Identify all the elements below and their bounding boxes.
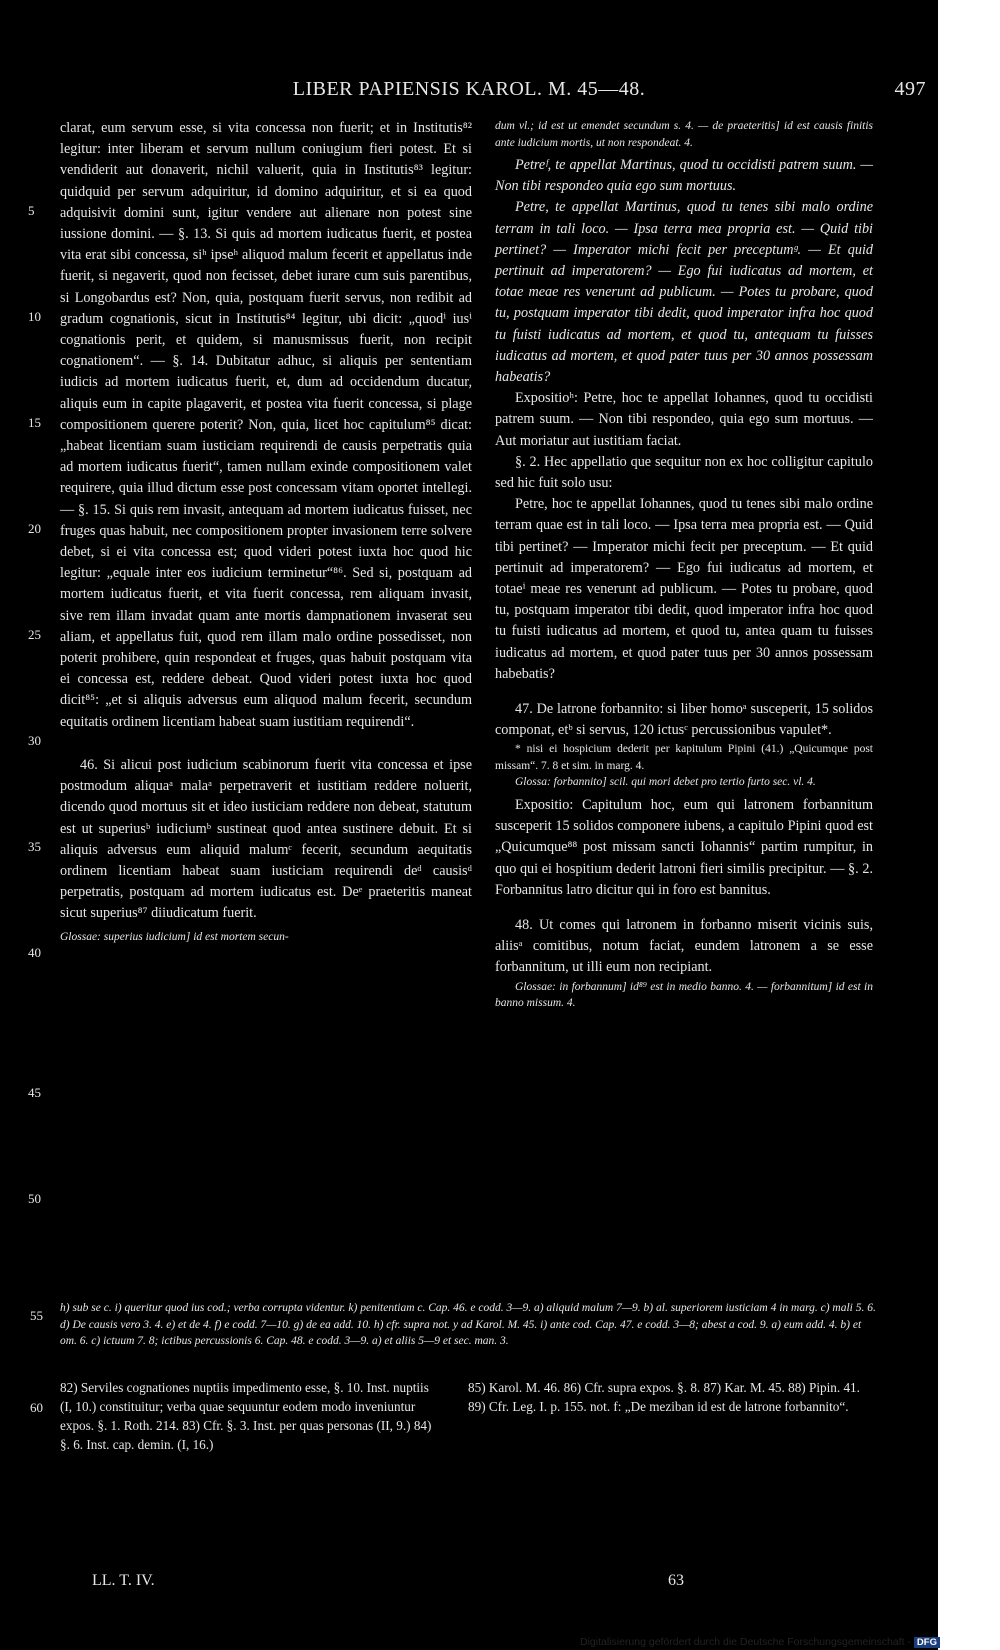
glossae-chapter-48: Glossae: in forbannum] id⁸⁹ est in medio banno. 4. — forbannitum] id est in banno missum. 4. (495, 980, 873, 1010)
page-number: 497 (894, 78, 926, 100)
line-number: 55 (30, 1308, 43, 1323)
footnotes-left: 82) Serviles cognationes nuptiis impedimento esse, §. 10. Inst. nuptiis (I, 10.) constituitur; verba quae sequuntur eodem modo inveniuntur expos. §. 1. Roth. 214. 83) Cfr. §. 3. Inst. per quas personas (II, 9.) 84) §. 6. Inst. cap. demin. (I, 16.) (60, 1380, 432, 1452)
line-number: 45 (28, 1085, 41, 1100)
line-number: 10 (28, 309, 41, 324)
paragraph-chapter-47: 47. De latrone forbannito: si liber homoᵃ susceperit, 15 solidos componat, etᵇ si servus, 120 ictusᶜ percussionibus vapulet*. (495, 701, 873, 739)
footnotes-right: 85) Karol. M. 46. 86) Cfr. supra expos. §. 8. 87) Kar. M. 45. 88) Pipin. 41. 89) Cfr. Leg. I. p. 155. not. f: „De meziban id est de latrone forbannito“. (468, 1380, 860, 1414)
paragraph-chapter-46: 46. Si alicui post iudicium scabinorum fuerit vita concessa et ipse postmodum aliquaᵃ malaᵃ perpetraverit et iustitiam reddere noluerit, dicendo quod mortuus sit et ideo iusticiam reddere non debeat, statutum est ut superiusᵇ iudiciumᵇ sustineat quod antea sustinere debuit. Et si aliquis adversus eum aliquid malumᶜ fecerit, secundum aequitatis ordinem licentiam habeat suam iusticiam requirendi deᵈ causisᵈ perpetratis, postquam ad mortem iudicatus est. Deᵉ praeteritis maneat sicut superius⁸⁷ diiudicatum fuerit. (60, 756, 472, 922)
glossa-chapter-47: Glossa: forbannito] scil. qui mori debet pro tertio furto sec. vl. 4. (515, 776, 816, 789)
funding-text: Digitalisierung gefördert durch die Deutsche Forschungsgemeinschaft - (580, 1636, 911, 1648)
glossae-continued: dum vl.; id est ut emendet secundum s. 4. — de praeteritis] id est causis finitis ante iudicium mortis, ut non respondeat. 4. (495, 120, 873, 149)
critical-notes-text: h) sub se c. i) queritur quod ius cod.; verba corrupta videntur. k) penitentiam c. Cap. 46. e codd. 3—9. a) aliquid malum 7—9. b) al. superiorem iusticiam 4 in marg. c) mali 5. 6. d) De causis vero 3. 4. e) et de 4. f) e codd. 7—10. g) de ea add. 10. h) cfr. supra not. y ad Karol. M. 45. i) ante cod. Cap. 47. e codd. 3—8; abest a cod. 9. a) eum add. 4. b) et om. 6. c) ictuum 7. 8; ictibus percussionis 6. Cap. 48. e codd. 3—9. a) et aliis 5—9 et sec. man. 3. (60, 1302, 876, 1347)
series-signature: LL. T. IV. (92, 1572, 155, 1589)
expositio-chapter-47: Expositio: Capitulum hoc, eum qui latronem forbannitum susceperit 15 solidos componere iubens, a capitulo Pipini quod est „Quicumque⁸⁸ post missam sancti Iohannis“ partim rumpitur, in quo qui ei hospitium dederit latroni fieri similis precipitur. — §. 2. Forbannitus latro dicitur qui in foro est bannitus. (495, 796, 873, 898)
funding-credit (580, 1636, 998, 1650)
sheet-signature: 63 (668, 1572, 684, 1589)
formula-appellatio-2: Petre, te appellat Martinus, quod tu tenes sibi malo ordine terram in tali loco. — Ipsa terra mea propria est. — Quid tibi pertinet? — Imperator michi fecit per preceptumᵍ. — Et quid pertinuit ad imperatorem? — Ego fui iudicatus ad mortem, et totae meae res venerunt ad publicum. — Potes tu probare, quod tu, postquam imperator tibi dedit, quod imperator infra hoc quod tu fuisti iudicatus ad mortem, et quod tu, antequam tu fuisses iudicatus ad mortem, et quod pater tuus per 30 annos possessam habeatis? (495, 199, 873, 386)
right-column (495, 118, 873, 1012)
paragraph-section-2: §. 2. Hec appellatio que sequitur non ex hoc colligitur capitulo sed hic fuit solo usu: (495, 453, 873, 492)
line-number: 20 (28, 521, 41, 536)
line-number: 40 (28, 945, 41, 960)
glossae-chapter-46: Glossae: superius iudicium] id est mortem secun- (60, 930, 289, 943)
marginal-note-chapter-47: * nisi ei hospicium dederit per kapitulum Pipini (41.) „Quicumque post missam“. 7. 8 et sim. in marg. 4. (495, 743, 873, 772)
critical-apparatus (30, 1300, 880, 1350)
line-number: 50 (28, 1191, 41, 1206)
dfg-logo: DFG (914, 1637, 940, 1648)
left-column (60, 118, 472, 945)
expositio-chapter-46: Expositioʰ: Petre, hoc te appellat Iohannes, quod tu occidisti patrem suum. — Non tibi respondeo, quia ego sum mortuus. — Aut moriatur aut iustitiam faciat. (495, 390, 873, 449)
line-number: 60 (30, 1400, 43, 1415)
line-number: 5 (28, 203, 35, 218)
formula-appellatio-1: Petreᶠ, te appellat Martinus, quod tu occidisti patrem suum. — Non tibi respondeo quia ego sum mortuus. (495, 157, 873, 195)
line-number: 35 (28, 839, 41, 854)
line-number: 30 (28, 733, 41, 748)
line-number: 15 (28, 415, 41, 430)
paragraph-chapter-48: 48. Ut comes qui latronem in forbanno miserit vicinis suis, aliisᵃ comitibus, notum faciat, eundem latronem a se esse forbannitum, ut illi eum non recipiant. (495, 917, 873, 976)
page-header (0, 78, 938, 108)
formula-appellatio-3: Petre, hoc te appellat Iohannes, quod tu tenes sibi malo ordine terram quae est in tali loco. — Ipsa terra mea propria est. — Quid tibi pertinet? — Imperator michi fecit per preceptum. — Et quid pertinuit ad imperatorem? — Ego fui iudicatus ad mortem, et totaeⁱ meae res venerunt ad publicum. — Potes tu probare, quod tu, postquam imperator tibi dedit, quod imperator infra hoc quod tu fuisti iudicatus ad mortem, et quod tu, antea quam tu fuisses iudicatus ad mortem, et quod pater tuus per 30 annos possessam habebatis? (495, 496, 873, 682)
line-number: 25 (28, 627, 41, 642)
paragraph-chapter-45-continued: clarat, eum servum esse, si vita concessa non fuerit; et in Institutis⁸² legitur: inter liberam et servum nullum coniugium fieri potest. Et si vendiderit aut donaverit, nichil valuerit, quia in Institutis⁸³ legitur: quidquid per servum adquiritur, id domino adquiritur, et si ea quod adquisivit domini sunt, igitur vendere aut alienare non potest sine iussione domini. — §. 13. Si quis ad mortem iudicatus fuerit, et postea vita erat sibi concessa, siʰ ipseʰ aliquod malum fecerit et appellatus inde fuerit, si negaverit, quod non fecisset, debet iurare cum suis parentibus, si Longobardus est? Non, quia, postquam fuerit servus, non redibit ad gradum cognationis, sicut in Institutis⁸⁴ legitur, ubi dicit: „quodⁱ iusⁱ cognationis perit, et quidem, si manusmissus fuerit, non recipit cognationem“. — §. 14. Dubitatur adhuc, si aliquis per sententiam iudicis ad mortem iudicatus fuerit, et, dum ad occidendum ducatur, aliquis eum in capite plagaverit, et postea vita fuerit concessa, si plage compositionem querere poterit? Non, quia, licet hoc capitulum⁸⁵ dicat: „habeat licentiam suam iusticiam requirendi de causis perpetratis quia ad mortem iudicatus fuerit“, tamen nullam exinde compositionem valet requirere, quia illud dictum esse post concessam vitam oportet intellegi. — §. 15. Si quis rem invasit, antequam ad mortem iudicatus fuisset, nec fruges quas habuit, nec compositionem propter invasionem terre solvere debet, si ei vita concessa est; quod videri potest iuxta hoc quod hic legitur: „equale inter eos iudicium terminetur“⁸⁶. Sed si, postquam ad mortem iudicatus fuerit, et vita fuerit concessa, rem aliquam invasit, sive rem illam invadat quam ante mortis dampnationem invaserat seu aliam, et appellatus fuit, quod rem illam malo ordine possedisset, non poterit prohibere, quin respondeat et fruges, quas habuit postquam vita ei concessa est, reddere debeat. Quod videri potest iuxta hoc quod dicit⁸⁵: „et si aliquis adversus eum aliquod malum fecerit, secundum equitatis ordinem licentiam habeat suam iustitiam requirendi“. (60, 120, 472, 730)
running-title: LIBER PAPIENSIS KAROL. M. 45—48. (292, 78, 646, 100)
